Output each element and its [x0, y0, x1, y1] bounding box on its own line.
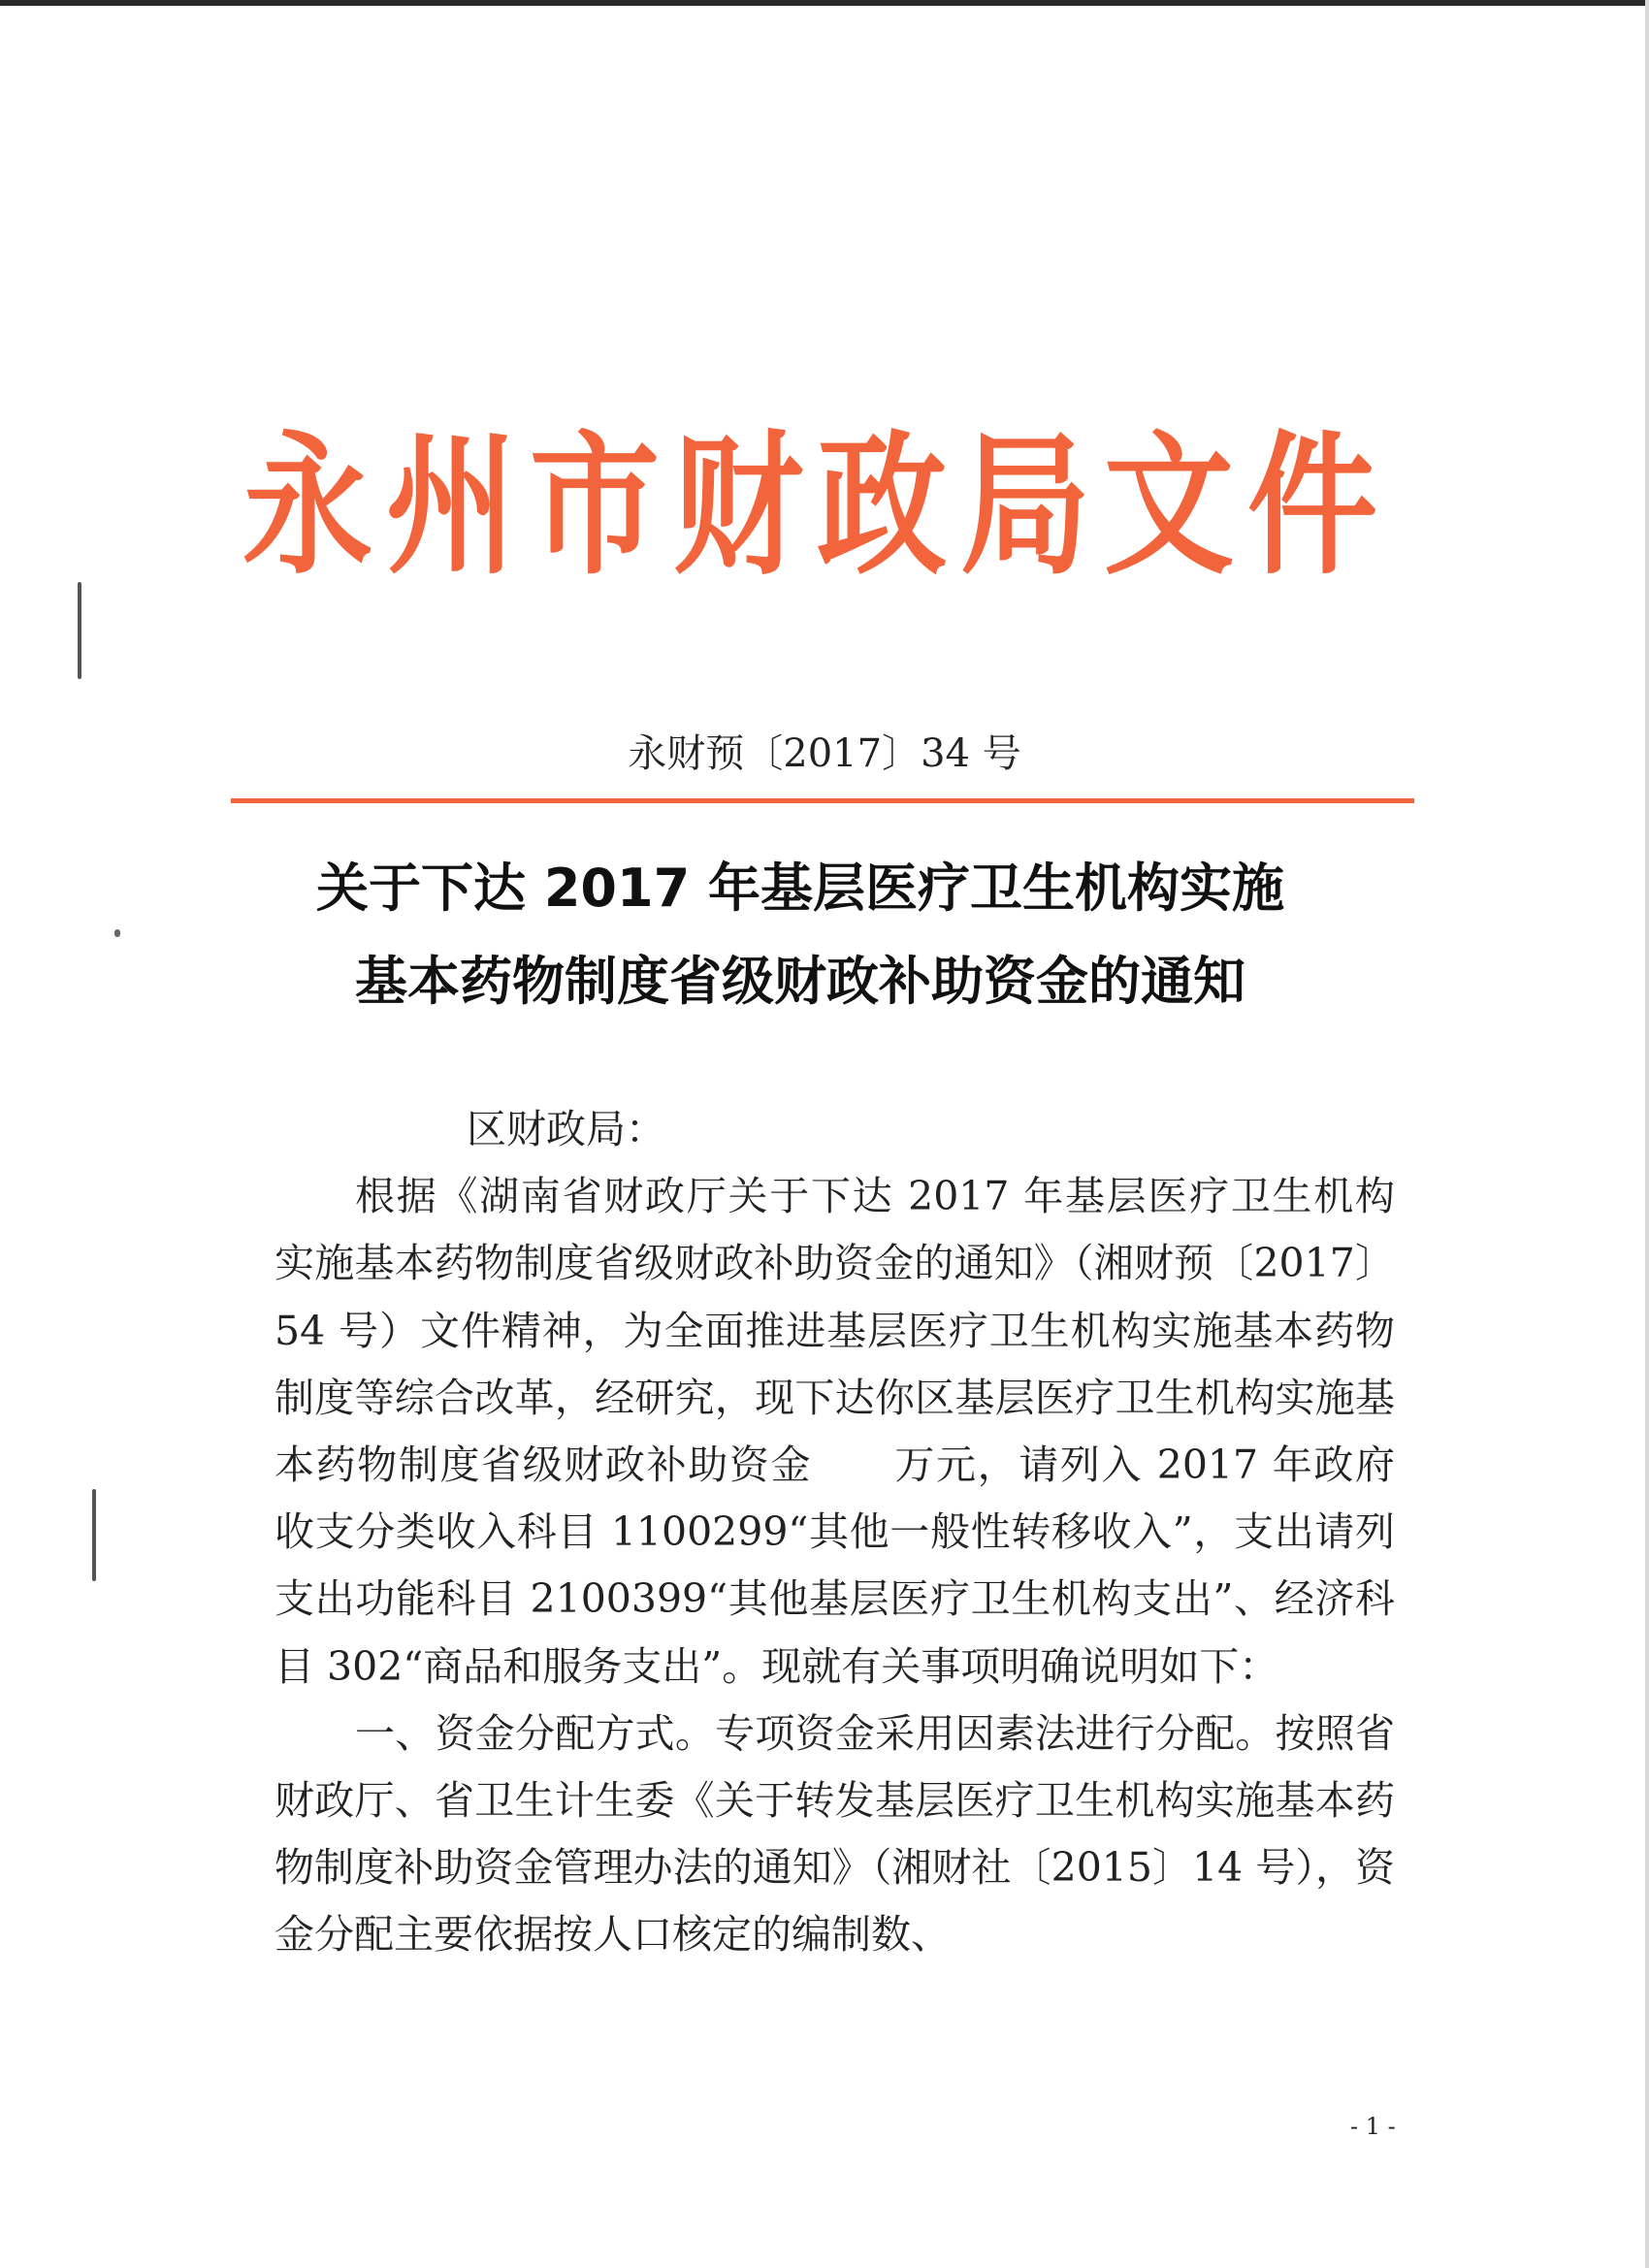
page-number: - 1 - — [1350, 2113, 1396, 2140]
title-line: 基本药物制度省级财政补助资金的通知 — [355, 951, 1245, 1012]
scan-edge — [1645, 0, 1649, 2268]
scan-speck — [114, 929, 120, 937]
document-number: 永财预〔2017〕34 号 — [628, 731, 1021, 776]
staple-mark — [78, 582, 81, 679]
title-line: 关于下达 2017 年基层医疗卫生机构实施 — [316, 858, 1284, 919]
document-title — [242, 842, 1358, 1028]
paragraph: 一、资金分配方式。专项资金采用因素法进行分配。按照省财政厅、省卫生计生委《关于转发基层医疗卫生机构实施基本药物制度补助资金管理办法的通知》（湘财社〔2015〕14 号），资金分配主要依据按人口核定的编制数、 — [275, 1709, 1395, 1959]
salutation: 区财政局： — [467, 1106, 665, 1152]
red-divider-line — [231, 798, 1414, 803]
scan-edge — [0, 0, 1649, 6]
paragraph: 根据《湖南省财政厅关于下达 2017 年基层医疗卫生机构实施基本药物制度省级财政补助资金的通知》（湘财预〔2017〕54 号）文件精神，为全面推进基层医疗卫生机构实施基本药物制度等综合改革，经研究，现下达你区基层医疗卫生机构实施基本药物制度省级财政补助资金 万元，请列入 2017 年政府收支分类收入科目 1100299“其他一般性转移收入”，支出请列支出功能科目 2100399“其他基层医疗卫生机构支出”、经济科目 302“商品和服务支出”。现就有关事项明确说明如下： — [275, 1173, 1395, 1690]
masthead: 永州市财政局文件 — [242, 416, 1392, 597]
staple-mark — [92, 1489, 96, 1581]
document-body — [275, 1096, 1395, 1969]
